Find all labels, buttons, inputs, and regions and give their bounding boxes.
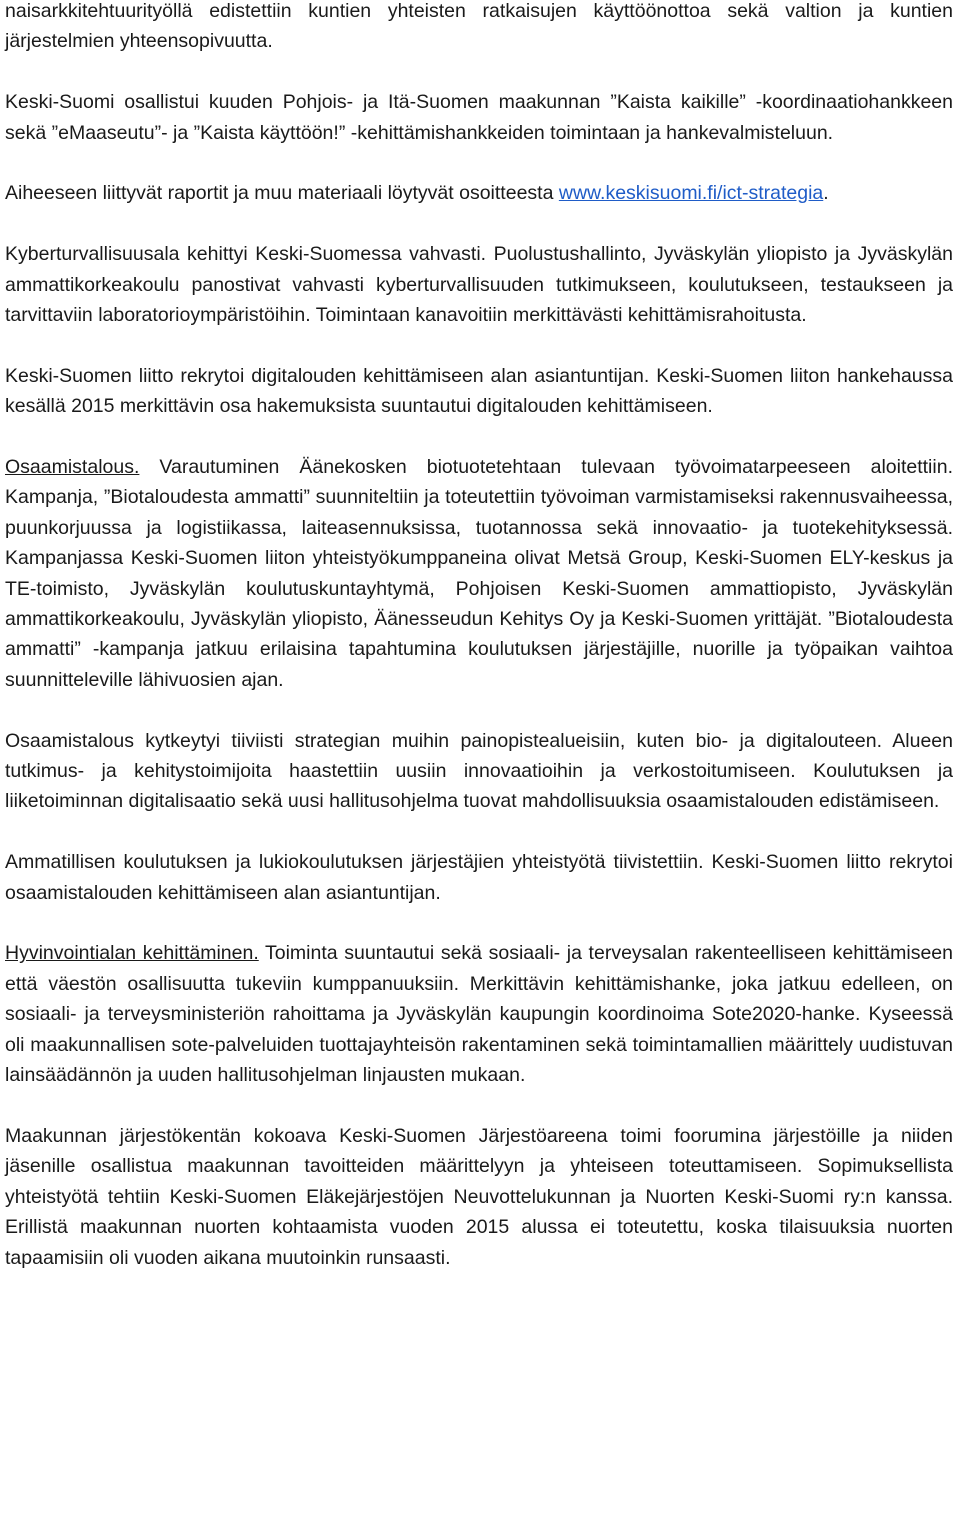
- wellbeing-text: Toiminta suuntautui sekä sosiaali- ja terveysalan rakenteelliseen kehittämiseen että väestön osallisuutta tukeviin kumppanuuksiin. Merkittävin kehittämishanke, joka jatkuu edelleen, on sosiaali- ja terveysministeriön rahoittama ja Jyväskylän kaupungin koordinoima Sote2020-hanke. Kyseessä oli maakunnallisen sote-palveluiden tuottajayhteisön rakentaminen sekä toimintamallien määrittely uudistuvan lainsäädännön ja uuden hallitusohjelman linjausten mukaan.: [5, 942, 953, 1087]
- paragraph-knowledge-strategy: Osaamistalous kytkeytyi tiiviisti strategian muihin painopistealueisiin, kuten bio- ja digitalouteen. Alueen tutkimus- ja kehitystoimijoita haastettiin uusiin innovaatioihin ja verkostoitumiseen. Koulutuksen ja liiketoiminnan digitalisaatio sekä uusi hallitusohjelma tuovat mahdollisuuksia osaamistalouden edistämiseen.: [5, 729, 953, 813]
- paragraph-digital-economy: Keski-Suomen liitto rekrytoi digitalouden kehittämiseen alan asiantuntijan. Keski-Suomen liiton hankehaussa kesällä 2015 merkittävin osa hakemuksista suuntautui digitalouden kehittämiseen.: [5, 364, 953, 418]
- materials-end: .: [823, 182, 829, 205]
- section-heading-wellbeing: Hyvinvointialan kehittäminen.: [5, 942, 259, 965]
- paragraph-knowledge-economy: [5, 452, 953, 695]
- section-heading-knowledge-economy: Osaamistalous.: [5, 456, 140, 479]
- paragraph-wellbeing: [5, 938, 953, 1090]
- materials-text: Aiheeseen liittyvät raportit ja muu materiaali löytyvät osoitteesta: [5, 182, 559, 205]
- paragraph-vocational-cooperation: Ammatillisen koulutuksen ja lukiokoulutuksen järjestäjien yhteistyötä tiivistettiin. Keski-Suomen liitto rekrytoi osaamistalouden kehittämiseen alan asiantuntijan.: [5, 851, 953, 904]
- paragraph-organizations: Maakunnan järjestökentän kokoava Keski-Suomen Järjestöareena toimi foorumina järjestöille ja niiden jäsenille osallistua maakunnan tavoitteiden määrittelyyn ja yhteiseen toteuttamiseen. Sopimuksellista yhteistyötä tehtiin Keski-Suomen Eläkejärjestöjen Neuvottelukunnan ja Nuorten Keski-Suomi ry:n kanssa. Erillistä maakunnan nuorten kohtaamista vuoden 2015 alussa ei toteutettu, koska tilaisuuksia nuorten tapaamisiin oli vuoden aikana muutoinkin runsaasti.: [5, 1124, 953, 1269]
- paragraph-architecture: naisarkkitehtuurityöllä edistettiin kuntien yhteisten ratkaisujen käyttöönottoa sekä valtion ja kuntien järjestelmien yhteensopivuutta.: [5, 0, 953, 53]
- knowledge-economy-text: Varautuminen Äänekosken biotuotetehtaan tulevaan työvoimatarpeeseen aloitettiin. Kampanja, ”Biotaloudesta ammatti” suunniteltiin ja toteutettiin työvoiman varmistamiseksi rakennusvaiheessa, puunkorjuussa ja logistiikassa, laiteasennuksissa, tuotannossa sekä innovaatio- ja tuotekehityksessä. Kampanjassa Keski-Suomen liiton yhteistyökumppaneina olivat Metsä Group, Keski-Suomen ELY-keskus ja TE-toimisto, Jyväskylän koulutuskuntayhtymä, Pohjoisen Keski-Suomen ammattiopisto, Jyväskylän ammattikorkeakoulu, Jyväskylän yliopisto, Äänesseudun Kehitys Oy ja Keski-Suomen yrittäjät. ”Biotaloudesta ammatti” -kampanja jatkuu erilaisina tapahtumina koulutuksen järjestäjille, nuorille ja työpaikan vaihtoa suunnitteleville lähivuosien ajan.: [5, 456, 953, 691]
- paragraph-kaista-projects: Keski-Suomi osallistui kuuden Pohjois- ja Itä-Suomen maakunnan ”Kaista kaikille” -koordinaatiohankkeen sekä ”eMaaseutu”- ja ”Kaista käyttöön!” -kehittämishankkeiden toimintaan ja hankevalmisteluun.: [5, 91, 953, 144]
- paragraph-cybersecurity: Kyberturvallisuusala kehittyi Keski-Suomessa vahvasti. Puolustushallinto, Jyväskylän yliopisto ja Jyväskylän ammattikorkeakoulu panostivat vahvasti kyberturvallisuuden tutkimukseen, koulutukseen, testaukseen ja tarvittaviin laboratorioympäristöihin. Toimintaan kanavoitiin merkittävästi kehittämisrahoitusta.: [5, 243, 953, 327]
- paragraph-materials: [5, 178, 953, 208]
- ict-strategy-link[interactable]: www.keskisuomi.fi/ict-strategia: [558, 182, 824, 205]
